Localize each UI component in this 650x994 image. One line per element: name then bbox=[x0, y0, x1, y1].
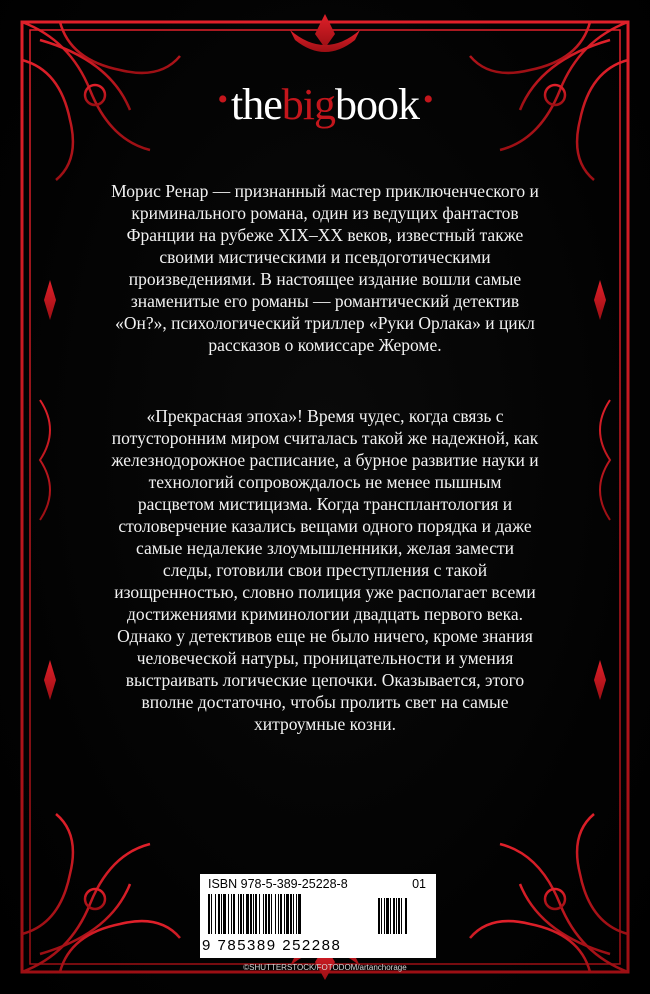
logo-the: the bbox=[231, 80, 282, 129]
description-paragraph-2: «Прекрасная эпоха»! Время чудес, когда связь с потусторонним миром считалась такой же надежной, как железнодорожное расписание, а бурное развитие науки и технологий сопровождалось не менее пышным расцветом мистицизма. Когда трансплантология и столоверчение казались вещами одного порядка и даже самые недалекие злоумышленники, желая замести следы, готовили свои преступления с такой изощренностью, словно полиция уже располагает всеми достижениями криминологии двадцать первого века. Однако у детективов еще не было ничего, кроме знания человеческой натуры, проницательности и умения выстраивать логические цепочки. Оказывается, этого вполне достаточно, чтобы пролить свет на самые хитроумные козни. bbox=[111, 406, 539, 734]
isbn-text: ISBN 978-5-389-25228-8 bbox=[208, 877, 348, 891]
barcode-bar bbox=[286, 894, 289, 934]
addon-bar bbox=[381, 898, 382, 934]
barcode-bar bbox=[280, 894, 282, 934]
barcode-bar bbox=[298, 894, 301, 934]
description-paragraph-1: Морис Ренар — признанный мастер приключенческого и криминального романа, один из ведущих фантастов Франции на рубеже XIX–XX веков, известный также своими мистическими и псевдоготическими произведениями. В настоящее издание вошли самые знаменитые его романы — романтический детектив «Он?», психологический триллер «Руки Орлака» и цикл рассказов о комиссаре Жероме. bbox=[111, 181, 539, 355]
addon-bar bbox=[386, 898, 389, 934]
barcode-bar bbox=[278, 894, 279, 934]
isbn-header bbox=[208, 877, 428, 891]
barcode-bar bbox=[238, 894, 239, 934]
barcode-bar bbox=[218, 894, 220, 934]
barcode-bar bbox=[208, 894, 210, 934]
barcode-bar bbox=[211, 894, 212, 934]
barcode-bar bbox=[271, 894, 272, 934]
barcode-bar bbox=[250, 894, 252, 934]
barcode-bar bbox=[275, 894, 276, 934]
addon-bar bbox=[398, 898, 400, 934]
barcode-bar bbox=[293, 894, 294, 934]
logo-dot-right: • bbox=[423, 83, 433, 116]
barcode-bar bbox=[223, 894, 226, 934]
logo-big: big bbox=[281, 80, 335, 129]
addon-bar bbox=[396, 898, 397, 934]
barcode-bar bbox=[263, 894, 264, 934]
addon-bar bbox=[405, 898, 407, 934]
barcode-bar bbox=[253, 894, 254, 934]
barcode-bar bbox=[240, 894, 242, 934]
ean-digits: 9 785389 252288 bbox=[202, 937, 342, 954]
isbn-addon: 01 bbox=[412, 877, 426, 891]
barcode-bar bbox=[296, 894, 297, 934]
addon-bar bbox=[378, 898, 380, 934]
barcode-bar bbox=[284, 894, 285, 934]
barcode-bar bbox=[290, 894, 292, 934]
image-credit: ©SHUTTERSTOCK/FOTODOM/artanchorage bbox=[243, 963, 407, 972]
barcode-bar bbox=[231, 894, 232, 934]
barcode-bar bbox=[243, 894, 244, 934]
logo-dot-left: • bbox=[217, 83, 227, 116]
barcode-bar bbox=[215, 894, 216, 934]
barcode-bar bbox=[265, 894, 267, 934]
addon-bar bbox=[384, 898, 385, 934]
barcode-bar bbox=[221, 894, 222, 934]
barcode-bar bbox=[246, 894, 249, 934]
barcode-bar bbox=[259, 894, 260, 934]
isbn-barcode bbox=[200, 874, 436, 958]
barcode-bar bbox=[233, 894, 235, 934]
logo-book: book bbox=[335, 80, 419, 129]
addon-bar bbox=[390, 898, 391, 934]
barcode-bars bbox=[208, 894, 428, 938]
addon-bar bbox=[393, 898, 395, 934]
barcode-bar bbox=[255, 894, 257, 934]
addon-bar bbox=[401, 898, 402, 934]
barcode-bar bbox=[228, 894, 229, 934]
barcode-bar bbox=[268, 894, 270, 934]
publisher-logo bbox=[0, 70, 650, 135]
